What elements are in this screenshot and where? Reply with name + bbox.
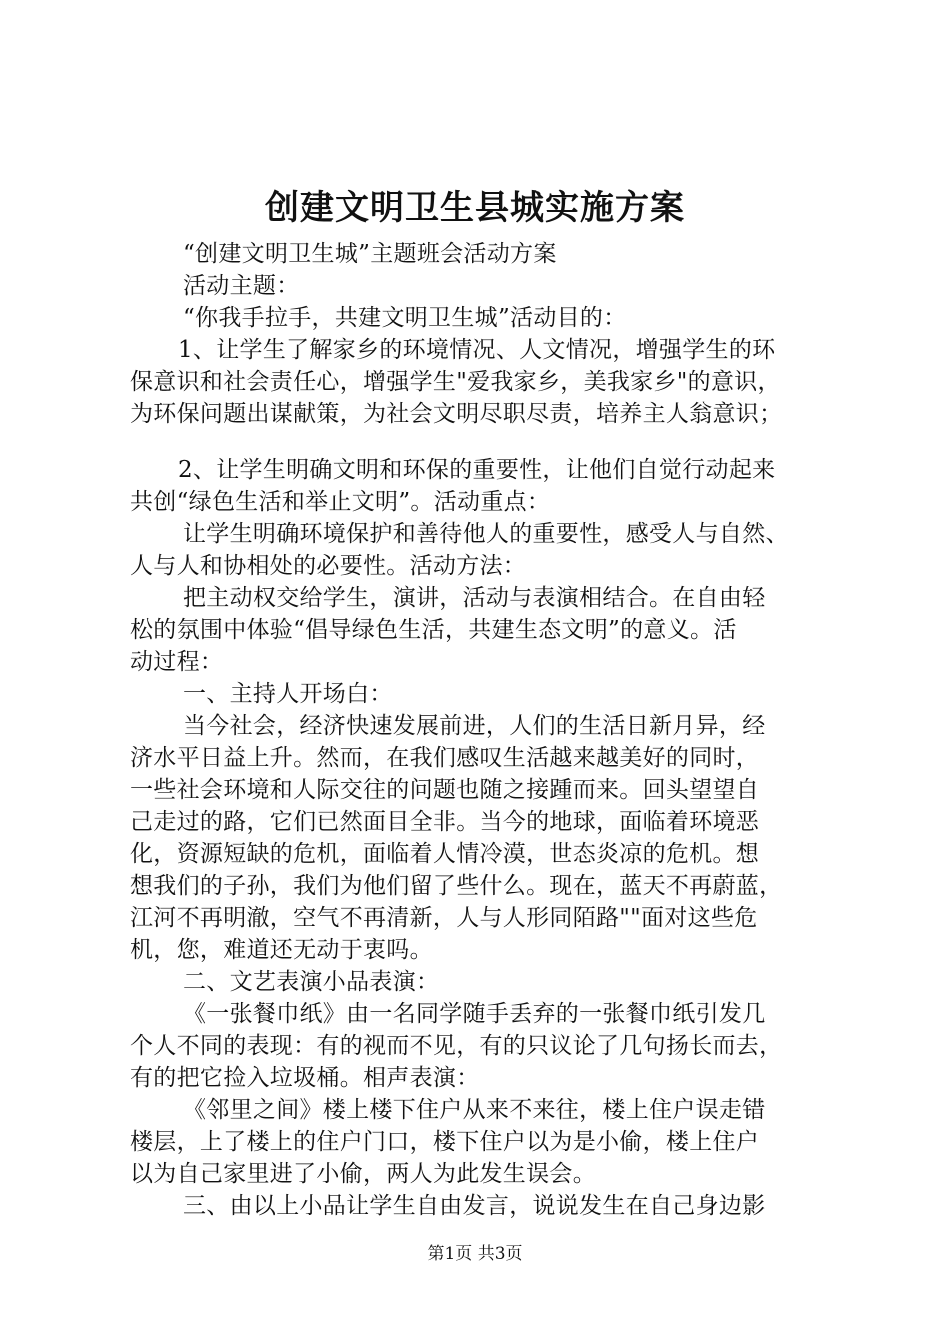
text-line: 有的把它捡入垃圾桶。相声表演：	[130, 1065, 480, 1091]
text-line: 松的氛围中体验“倡导绿色生活，共建生态文明”的意义。活	[130, 617, 737, 643]
text-line: “你我手拉手，共建文明卫生城”活动目的：	[183, 305, 627, 331]
text-line: 三、由以上小品让学生自由发言，说说发生在自己身边影	[183, 1193, 766, 1219]
text-line: 共创“绿色生活和举止文明”。活动重点：	[130, 489, 551, 515]
text-line: 让学生明确环境保护和善待他人的重要性，感受人与自然、	[183, 521, 789, 547]
text-line: 把主动权交给学生，演讲，活动与表演相结合。在自由轻	[183, 585, 766, 611]
text-line: 江河不再明澈，空气不再清新，人与人形同陌路""面对这些危	[130, 905, 758, 931]
text-line: 一、主持人开场白：	[183, 681, 393, 707]
text-line: “创建文明卫生城”主题班会活动方案	[183, 241, 557, 267]
text-line: 二、文艺表演小品表演：	[183, 969, 440, 995]
text-line: 《邻里之间》楼上楼下住户从来不来往，楼上住户误走错	[183, 1097, 766, 1123]
text-line: 为环保问题出谋献策，为社会文明尽职尽责，培养主人翁意识；	[130, 401, 783, 427]
text-line: 2、让学生明确文明和环保的重要性，让他们自觉行动起来	[178, 457, 776, 483]
text-line: 当今社会，经济快速发展前进，人们的生活日新月异，经	[183, 713, 766, 739]
text-line: 化，资源短缺的危机，面临着人情冷漠，世态炎凉的危机。想	[130, 841, 760, 867]
text-line: 以为自己家里进了小偷，两人为此发生误会。	[130, 1161, 596, 1187]
page-number-footer: 第1页 共3页	[427, 1244, 523, 1264]
text-line: 己走过的路，它们已然面目全非。当今的地球，面临着环境恶	[130, 809, 760, 835]
text-line: 保意识和社会责任心，增强学生"爱我家乡，美我家乡"的意识，	[130, 369, 781, 395]
document-title: 创建文明卫生县城实施方案	[265, 188, 685, 228]
text-line: 活动主题：	[183, 273, 300, 299]
text-line: 1、让学生了解家乡的环境情况、人文情况，增强学生的环	[178, 337, 776, 363]
text-line: 人与人和协相处的必要性。活动方法：	[130, 553, 527, 579]
text-line: 动过程：	[130, 649, 224, 675]
text-line: 个人不同的表现：有的视而不见，有的只议论了几句扬长而去，	[130, 1033, 783, 1059]
text-line: 想我们的子孙，我们为他们留了些什么。现在，蓝天不再蔚蓝，	[130, 873, 783, 899]
text-line: 济水平日益上升。然而，在我们感叹生活越来越美好的同时，	[130, 745, 760, 771]
text-line: 楼层，上了楼上的住户门口，楼下住户以为是小偷，楼上住户	[130, 1129, 760, 1155]
text-line: 一些社会环境和人际交往的问题也随之接踵而来。回头望望自	[130, 777, 760, 803]
text-line: 《一张餐巾纸》由一名同学随手丢弃的一张餐巾纸引发几	[183, 1001, 766, 1027]
text-line: 机，您，难道还无动于衷吗。	[130, 937, 433, 963]
